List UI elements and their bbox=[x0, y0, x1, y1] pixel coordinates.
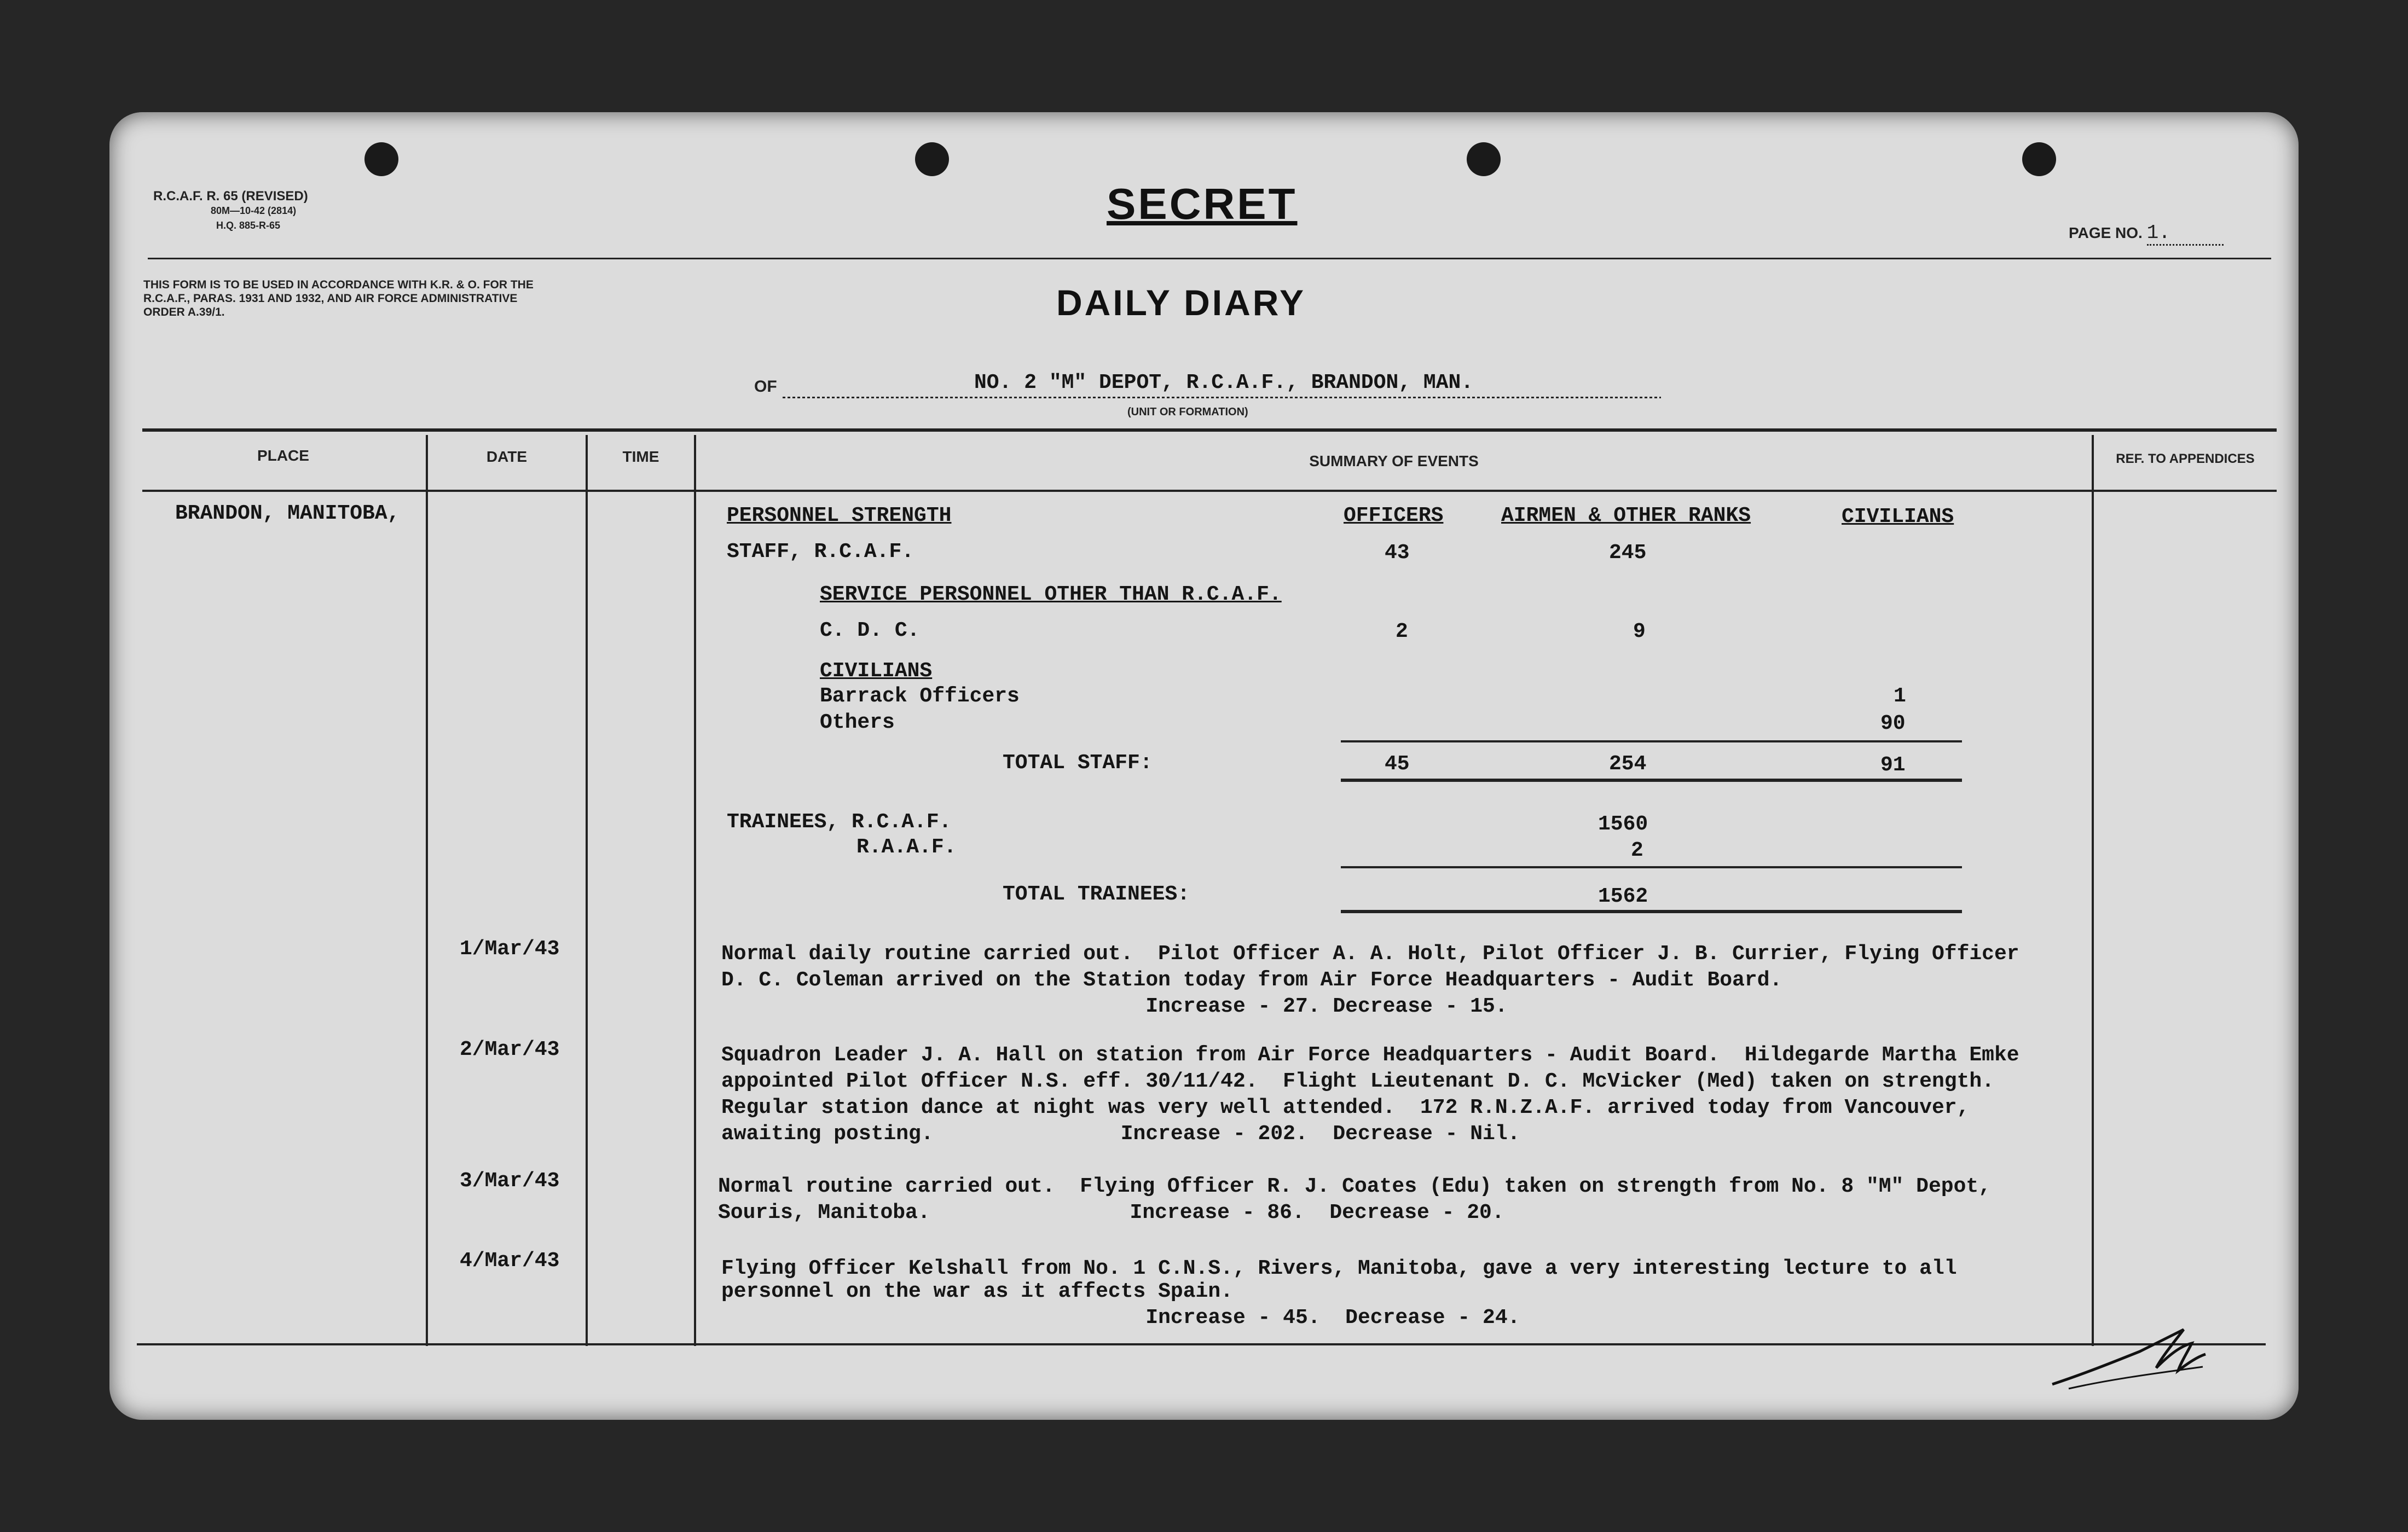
entry-line: D. C. Coleman arrived on the Station today from Air Force Headquarters - Audit Board. bbox=[721, 968, 1782, 992]
table-header-rule bbox=[142, 490, 2277, 492]
total-staff-rule-bottom bbox=[1341, 779, 1962, 782]
entry-line: Increase - 27. Decrease - 15. bbox=[721, 995, 1508, 1018]
entry-line: appointed Pilot Officer N.S. eff. 30/11/42. Flight Lieutenant D. C. McVicker (Med) taken on strength. bbox=[721, 1070, 1994, 1093]
others-civilians: 90 bbox=[1880, 712, 1906, 735]
col-officers-heading: OFFICERS bbox=[1344, 504, 1444, 527]
form-ref-line3: H.Q. 885-R-65 bbox=[216, 220, 281, 231]
entry-date: 4/Mar/43 bbox=[460, 1249, 560, 1273]
unit-underline bbox=[783, 397, 1661, 398]
entry-line: awaiting posting. Increase - 202. Decrease - Nil. bbox=[721, 1122, 1520, 1146]
total-staff-rule-top bbox=[1341, 740, 1962, 742]
staff-airmen: 245 bbox=[1609, 541, 1647, 565]
entry-date: 2/Mar/43 bbox=[460, 1038, 560, 1061]
total-trainees-rule-bottom bbox=[1341, 910, 1962, 913]
entry-date: 3/Mar/43 bbox=[460, 1169, 560, 1193]
page-label: PAGE NO. bbox=[2069, 224, 2143, 241]
trainees-raaf-label: R.A.A.F. bbox=[856, 835, 957, 859]
punch-hole bbox=[364, 142, 398, 176]
total-staff-officers: 45 bbox=[1385, 752, 1410, 776]
total-trainees: 1562 bbox=[1598, 885, 1648, 908]
trainees-rcaf-label: TRAINEES, R.C.A.F. bbox=[727, 810, 952, 834]
entry-line: Regular station dance at night was very well attended. 172 R.N.Z.A.F. arrived today from Vancouver, bbox=[721, 1096, 1970, 1119]
entry-line: Increase - 45. Decrease - 24. bbox=[721, 1306, 1520, 1330]
form-ref-line1: R.C.A.F. R. 65 (REVISED) bbox=[153, 189, 308, 204]
cdc-airmen: 9 bbox=[1633, 620, 1646, 643]
col-divider-time bbox=[694, 435, 696, 1346]
page-number bbox=[2069, 222, 2224, 246]
col-airmen-heading: AIRMEN & OTHER RANKS bbox=[1501, 504, 1751, 527]
barrack-civilians: 1 bbox=[1894, 684, 1906, 708]
barrack-label: Barrack Officers bbox=[820, 684, 1020, 708]
diary-title: DAILY DIARY bbox=[1056, 282, 1306, 323]
total-staff-civilians: 91 bbox=[1880, 753, 1906, 777]
form-ref-line2: 80M—10-42 (2814) bbox=[211, 205, 297, 216]
col-header-date: DATE bbox=[486, 448, 528, 465]
unit-caption: (UNIT OR FORMATION) bbox=[1127, 406, 1248, 418]
handwritten-initials bbox=[2047, 1319, 2211, 1395]
place-entry: BRANDON, MANITOBA, bbox=[175, 502, 400, 525]
classification-title: SECRET bbox=[1107, 179, 1298, 228]
of-label: OF bbox=[754, 378, 777, 396]
trainees-raaf: 2 bbox=[1631, 839, 1643, 862]
col-header-place: PLACE bbox=[257, 447, 309, 464]
col-header-ref: REF. TO APPENDICES bbox=[2116, 451, 2255, 466]
table-top-rule bbox=[142, 428, 2277, 432]
col-divider-place bbox=[426, 435, 428, 1346]
entry-line: Souris, Manitoba. Increase - 86. Decrease - 20. bbox=[718, 1201, 1504, 1225]
total-staff-airmen: 254 bbox=[1609, 752, 1647, 776]
staff-label: STAFF, R.C.A.F. bbox=[727, 540, 914, 564]
civilians-heading: CIVILIANS bbox=[820, 659, 933, 683]
trainees-rcaf: 1560 bbox=[1598, 813, 1648, 836]
col-header-summary: SUMMARY OF EVENTS bbox=[1309, 452, 1479, 469]
col-divider-date bbox=[586, 435, 588, 1346]
form-instructions: THIS FORM IS TO BE USED IN ACCORDANCE WITH K.R. & O. FOR THE R.C.A.F., PARAS. 1931 AND 1932, AND AIR FORCE ADMINISTRATIVE ORDER A.39/1. bbox=[143, 278, 534, 318]
cdc-label: C. D. C. bbox=[820, 619, 920, 642]
entry-line: Flying Officer Kelshall from No. 1 C.N.S., Rivers, Manitoba, gave a very interesting lecture to all bbox=[721, 1257, 1957, 1280]
table-bottom-rule bbox=[137, 1343, 2266, 1345]
unit-name: NO. 2 "M" DEPOT, R.C.A.F., BRANDON, MAN. bbox=[974, 371, 1474, 394]
punch-hole bbox=[915, 142, 949, 176]
entry-line: Squadron Leader J. A. Hall on station from Air Force Headquarters - Audit Board. Hildegarde Martha Emke bbox=[721, 1043, 2019, 1067]
col-civilians-heading: CIVILIANS bbox=[1842, 505, 1954, 529]
service-heading: SERVICE PERSONNEL OTHER THAN R.C.A.F. bbox=[820, 583, 1282, 606]
col-header-time: TIME bbox=[622, 448, 659, 465]
col-divider-summary bbox=[2092, 435, 2094, 1346]
others-label: Others bbox=[820, 711, 895, 734]
punch-hole bbox=[2022, 142, 2056, 176]
cdc-officers: 2 bbox=[1396, 620, 1408, 643]
entry-line: Normal daily routine carried out. Pilot Officer A. A. Holt, Pilot Officer J. B. Currier, Flying Officer bbox=[721, 942, 2019, 966]
diary-form-card bbox=[109, 112, 2299, 1420]
total-trainees-label: TOTAL TRAINEES: bbox=[1003, 883, 1190, 906]
page-value: 1. bbox=[2147, 222, 2224, 246]
punch-hole bbox=[1467, 142, 1501, 176]
staff-officers: 43 bbox=[1385, 541, 1410, 565]
entry-line: Normal routine carried out. Flying Officer R. J. Coates (Edu) taken on strength from No. 8 "M" Depot, bbox=[718, 1175, 1991, 1198]
strength-heading: PERSONNEL STRENGTH bbox=[727, 504, 952, 527]
form-reference bbox=[153, 189, 308, 233]
total-staff-label: TOTAL STAFF: bbox=[1003, 751, 1153, 775]
entry-date: 1/Mar/43 bbox=[460, 937, 560, 961]
entry-line: personnel on the war as it affects Spain. bbox=[721, 1280, 1233, 1303]
header-divider bbox=[148, 258, 2271, 259]
total-trainees-rule-top bbox=[1341, 866, 1962, 868]
